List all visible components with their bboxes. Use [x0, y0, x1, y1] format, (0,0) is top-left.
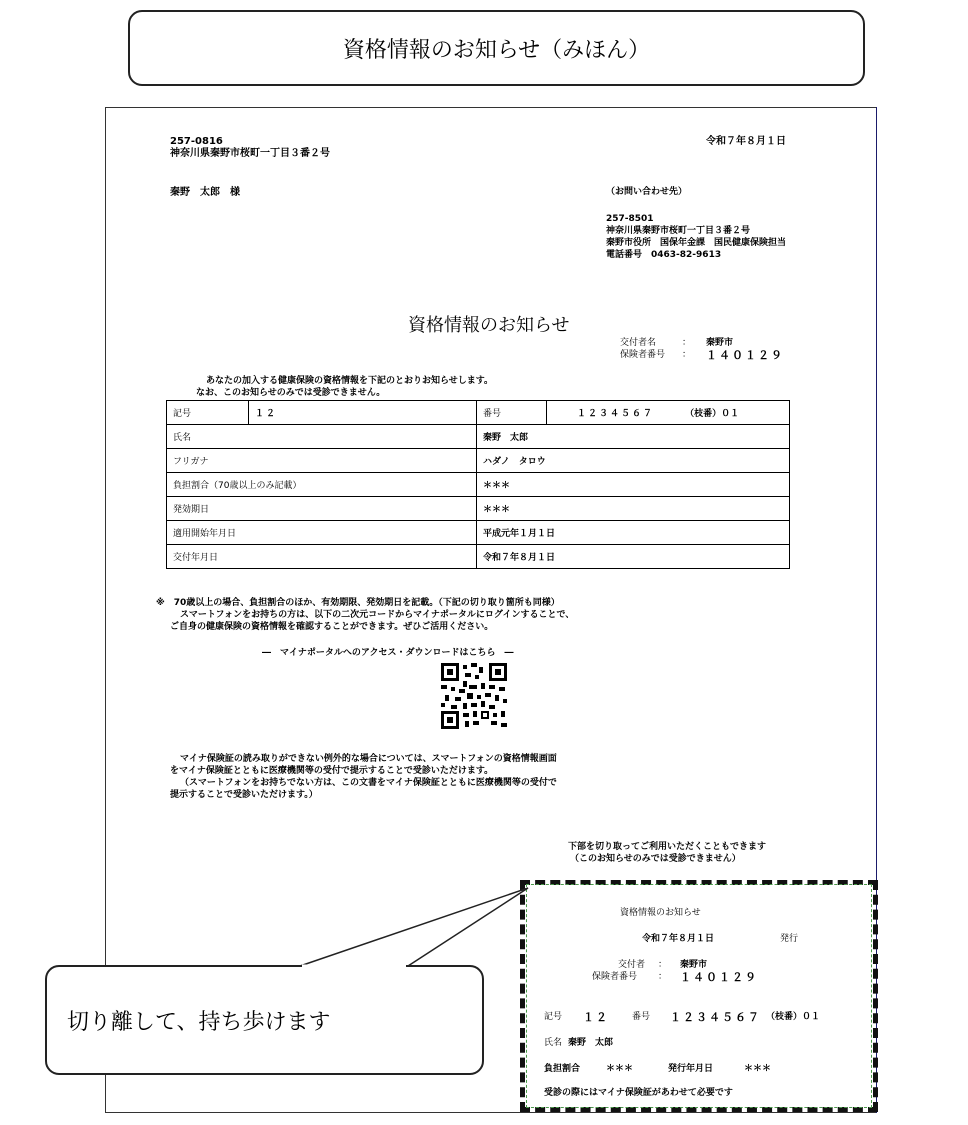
page-title-box [128, 10, 865, 86]
intro-line-1: あなたの加入する健康保険の資格情報を下記のとおりお知らせします。 [206, 376, 494, 386]
edaban-value: （枝番）０１ [685, 409, 740, 419]
row-label: 発効期日 [167, 497, 477, 521]
issuer-label: 交付者名 [620, 338, 657, 348]
recipient-postal: 257-0816 [170, 136, 223, 147]
table-row [167, 473, 790, 497]
row-label: 適用開始年月日 [167, 521, 477, 545]
recipient-name: 秦野 太郎 様 [170, 187, 240, 198]
bango-value: １２３４５６７ [577, 409, 655, 419]
row-label: 氏名 [167, 425, 477, 449]
bango-label: 番号 [477, 401, 547, 425]
note-smartphone-1: スマートフォンをお持ちの方は、以下の二次元コードからマイナポータルにログインすることで、 [180, 610, 575, 620]
table-row [167, 521, 790, 545]
card-name-label: 氏名 [544, 1038, 563, 1048]
card-bango-label: 番号 [632, 1012, 651, 1022]
card-insurer-number: １４０１２９ [680, 971, 758, 984]
kigo-label: 記号 [167, 401, 249, 425]
table-row [167, 449, 790, 473]
card-name: 秦野 太郎 [568, 1038, 614, 1048]
card-insurer-label: 保険者番号 [592, 972, 638, 982]
row-value: 平成元年１月１日 [477, 521, 790, 545]
paragraph-line-1: マイナ保険証の読み取りができない例外的な場合については、スマートフォンの資格情報画面 [180, 754, 557, 764]
card-issuer: 秦野市 [680, 960, 708, 970]
paragraph-line-2: をマイナ保険証とともに医療機関等の受付で提示することで受診いただけます。 [170, 766, 494, 776]
paragraph-line-3: （スマートフォンをお持ちでない方は、この文書をマイナ保険証とともに医療機関等の受付で [180, 778, 557, 788]
card-date: 令和７年８月１日 [642, 934, 715, 944]
callout-box [45, 965, 484, 1075]
card-kigo-label: 記号 [544, 1012, 563, 1022]
page-title: 資格情報のお知らせ（みほん） [342, 37, 651, 63]
card-issuer-sep: ： [658, 960, 668, 970]
card-footer: 受診の際にはマイナ保険証があわせて必要です [544, 1088, 733, 1098]
table-row [167, 497, 790, 521]
card-bango: １２３４５６７ [670, 1011, 761, 1024]
callout-text: 切り離して、持ち歩けます [67, 1009, 331, 1035]
issuer-name: 秦野市 [706, 338, 734, 348]
row-value: 秦野 太郎 [477, 425, 790, 449]
issue-date: 令和７年８月１日 [706, 136, 786, 147]
note-smartphone-2: ご自身の健康保険の資格情報を確認することができます。ぜひご活用ください。 [170, 622, 494, 632]
cut-instruction-1: 下部を切り取ってご利用いただくこともできます [568, 842, 767, 852]
row-label: 交付年月日 [167, 545, 477, 569]
card-futan-label: 負担割合 [544, 1064, 581, 1074]
cut-instruction-2: （このお知らせのみでは受診できません） [570, 854, 741, 864]
card-issuer-label: 交付者 [618, 960, 646, 970]
table-row [167, 545, 790, 569]
insurer-label: 保険者番号 [620, 350, 666, 360]
bango-cell [547, 401, 790, 425]
contact-address: 神奈川県秦野市桜町一丁目３番２号 [606, 226, 751, 236]
row-value: ＊＊＊ [477, 497, 790, 521]
card-issued: 発行 [780, 934, 799, 944]
contact-postal: 257-8501 [606, 214, 654, 224]
intro-line-2: なお、このお知らせのみでは受診できません。 [196, 388, 386, 398]
note-70: ※ 70歳以上の場合、負担割合のほか、有効期限、発効期日を記載。（下記の切り取り箇所も同様） [156, 598, 560, 608]
row-label: フリガナ [167, 449, 477, 473]
qualification-table [166, 400, 790, 569]
row-value: ＊＊＊ [477, 473, 790, 497]
row-label: 負担割合（70歳以上のみ記載） [167, 473, 477, 497]
paragraph-line-4: 提示することで受診いただけます。） [170, 790, 318, 800]
card-futan: ＊＊＊ [606, 1064, 634, 1074]
card-hakko-label: 発行年月日 [668, 1064, 714, 1074]
contact-office: 秦野市役所 国保年金課 国民健康保険担当 [606, 238, 787, 248]
recipient-address: 神奈川県秦野市桜町一丁目３番２号 [170, 148, 330, 159]
contact-phone: 電話番号 0463-82-9613 [606, 250, 722, 260]
card-insurer-sep: ： [658, 972, 668, 982]
contact-heading: （お問い合わせ先） [606, 187, 688, 197]
table-row [167, 425, 790, 449]
card-kigo: １２ [583, 1011, 609, 1024]
card-title: 資格情報のお知らせ [620, 908, 701, 918]
card-edaban: （枝番）０１ [766, 1012, 821, 1022]
issuer-sep: ： [682, 338, 692, 348]
card-hakko: ＊＊＊ [744, 1064, 772, 1074]
row-value: ハダノ タロウ [477, 449, 790, 473]
row-value: 令和７年８月１日 [477, 545, 790, 569]
insurer-number: １４０１２９ [706, 349, 784, 362]
qr-code-icon[interactable] [441, 663, 507, 729]
table-row [167, 401, 790, 425]
notice-title: 資格情報のお知らせ [408, 315, 570, 336]
kigo-value: １２ [249, 401, 477, 425]
portal-caption: ― マイナポータルへのアクセス・ダウンロードはこちら ― [262, 648, 514, 658]
insurer-sep: ： [682, 350, 692, 360]
